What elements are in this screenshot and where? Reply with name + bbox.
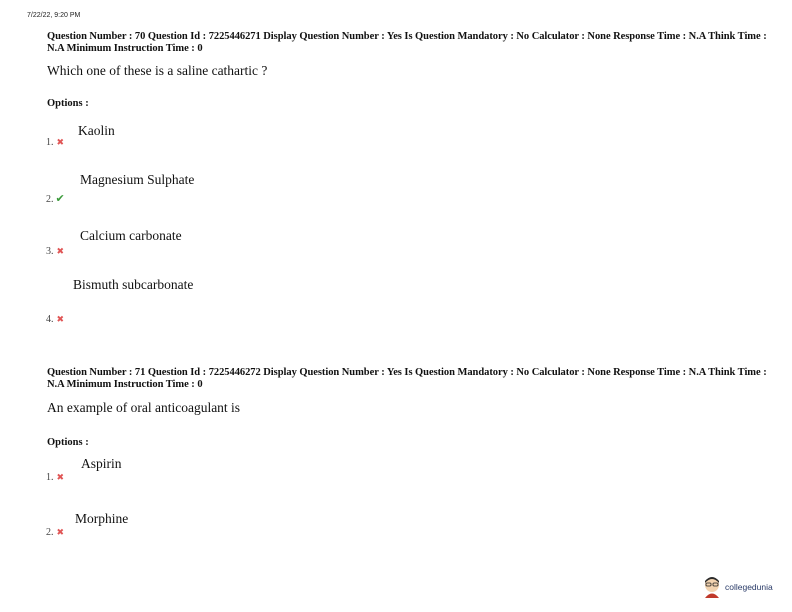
q70-option-3-index: 3. [46,246,54,257]
logo-text: collegedunia [725,581,773,592]
question-71-meta: Question Number : 71 Question Id : 7225446272 Display Question Number : Yes Is Question Mandatory : No Calculator : None Response Time : N.A Think Time : N.A Minimum Instruction Time : 0 [47,367,767,390]
q70-option-1-text: Kaolin [78,123,115,138]
question-70-options-label: Options : [47,98,89,109]
q71-option-1-number [46,472,64,483]
collegedunia-logo [702,576,773,598]
wrong-icon: ✖ [56,138,65,148]
q70-option-3-text: Calcium carbonate [80,228,182,243]
q70-option-2-text: Magnesium Sulphate [80,172,195,187]
q70-option-2-index: 2. [46,194,54,205]
question-71-text: An example of oral anticoagulant is [47,400,241,415]
question-70-meta: Question Number : 70 Question Id : 7225446271 Display Question Number : Yes Is Question Mandatory : No Calculator : None Response Time : N.A Think Time : N.A Minimum Instruction Time : 0 [47,31,767,54]
wrong-icon: ✖ [56,473,65,483]
q71-option-2-index: 2. [46,527,54,538]
q70-option-2-number [46,192,65,205]
wrong-icon: ✖ [56,247,65,257]
q70-option-3-number [46,246,64,257]
question-70-text: Which one of these is a saline cathartic ? [47,63,268,78]
q70-option-4-number [46,314,64,325]
q70-option-4-text: Bismuth subcarbonate [73,277,194,292]
q70-option-1-number [46,137,64,148]
wrong-icon: ✖ [56,315,65,325]
correct-check-icon: ✔ [55,192,65,205]
q71-option-2-number [46,527,64,538]
wrong-icon: ✖ [56,528,65,538]
q70-option-4-index: 4. [46,314,54,325]
q71-option-2-text: Morphine [75,511,129,526]
question-71-options-label: Options : [47,437,89,448]
q71-option-1-text: Aspirin [81,456,122,471]
mascot-icon [702,576,722,598]
q71-option-1-index: 1. [46,472,54,483]
print-timestamp: 7/22/22, 9:20 PM [27,12,81,19]
q70-option-1-index: 1. [46,137,54,148]
